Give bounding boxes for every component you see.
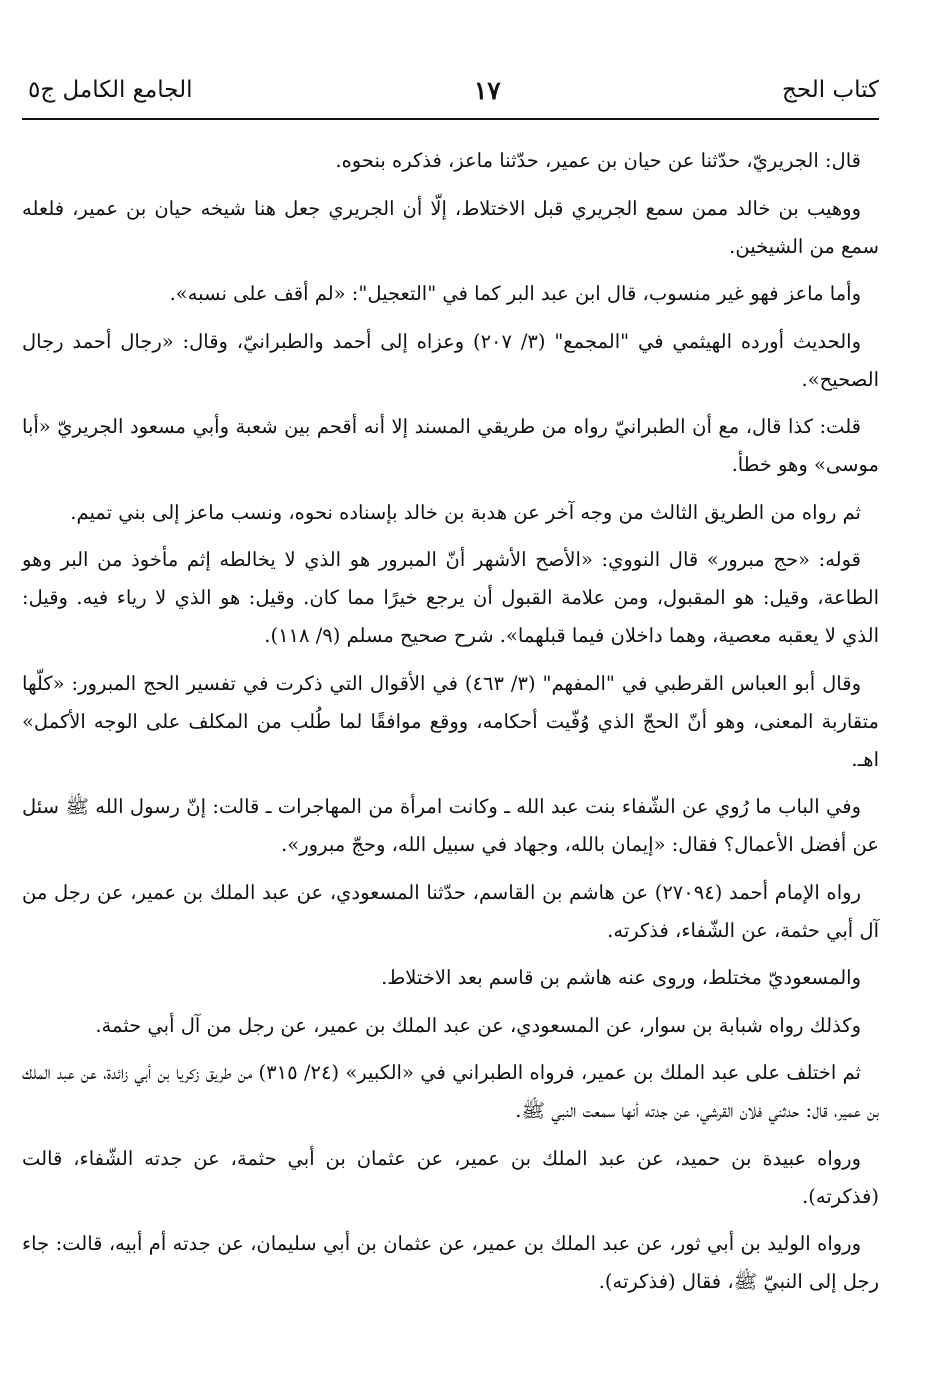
page-body (22, 142, 879, 1311)
paragraph: رواه الإمام أحمد (٢٧٠٩٤) عن هاشم بن القاسم، حدّثنا المسعودي، عن عبد الملك بن عمير، عن رجل من آل أبي حثمة، عن الشّفاء، فذكرته. (22, 880, 879, 942)
paragraph: قلت: كذا قال، مع أن الطبرانيّ رواه من طريقي المسند إلا أنه أقحم بين شعبة وأبي مسعود الجريريّ «أبا موسى» وهو خطأ. (22, 415, 879, 476)
paragraph: والمسعوديّ مختلط، وروى عنه هاشم بن قاسم بعد الاختلاط. (381, 966, 861, 989)
book-title: الجامع الكامل ج٥ (28, 77, 193, 103)
paragraph: وفي الباب ما رُوي عن الشّفاء بنت عبد الله ـ وكانت امرأة من المهاجرات ـ قالت: إنّ رسول الله ﷺ سئل عن أفضل الأعمال؟ فقال: «إيمان بالله، وجهاد في سبيل الله، وحجّ مبرور». (22, 795, 879, 856)
header-divider (22, 118, 879, 120)
paragraph: ثم رواه من الطريق الثالث من وجه آخر عن هدبة بن خالد بإسناده نحوه، ونسب ماعز إلى بني تميم. (70, 500, 861, 524)
paragraph: ورواه عبيدة بن حميد، عن عبد الملك بن عمير، عن عثمان بن أبي حثمة، عن جدته الشّفاء، قالت (فذكرته). (22, 1146, 879, 1208)
paragraph: ووهيب بن خالد ممن سمع الجريري قبل الاختلاط، إلّا أن الجريري جعل هنا شيخه حيان بن عمير، فلعله سمع من الشيخين. (22, 196, 879, 258)
chapter-title: كتاب الحج (782, 77, 879, 103)
paragraph: قوله: «حج مبرور» قال النووي: «الأصح الأشهر أنّ المبرور هو الذي لا يخالطه إثم مأخوذ من البر وهو الطاعة، وقيل: هو المقبول، ومن علامة القبول أن يرجع خيرًا مما كان. وقيل: هو الذي لا رياء فيه. وقيل: الذي لا يعقبه معصية، وهما داخلان فيما قبلهما». شرح صحيح مسلم (٩/ ١١٨). (22, 548, 879, 647)
paragraph: وأما ماعز فهو غير منسوب، قال ابن عبد البر كما في "التعجيل": «لم أقف على نسبه». (169, 282, 861, 305)
paragraph: وكذلك رواه شبابة بن سوار، عن المسعودي، عن عبد الملك بن عمير، عن رجل من آل أبي حثمة. (95, 1013, 861, 1037)
paragraph: قال: الجريريّ، حدّثنا عن حيان بن عمير، حدّثنا ماعز، فذكره بنحوه. (335, 149, 861, 172)
page-header (28, 72, 879, 108)
page-number: ١٧ (473, 75, 501, 105)
paragraph: وقال أبو العباس القرطبي في "المفهم" (٣/ ٤٦٣) في الأقوال التي ذكرت في تفسير الحج المبرور: «كلّها متقاربة المعنى، وهو أنّ الحجّ الذي وُفّيت أحكامه، ووقع موافقًا لما طُلب من المكلف على الوجه الأكمل» اهـ. (22, 671, 879, 771)
paragraph: ثم اختلف على عبد الملك بن عمير، فرواه الطبراني في «الكبير» (٢٤/ ٣١٥) من طريق زكريا بن أبي زائدة، عن عبد الملك بن عمير، قال: حدثني فلان القرشي، عن جدته أنها سمعت النبي ﷺ. (22, 1061, 879, 1122)
paragraph: والحديث أورده الهيثمي في "المجمع" (٣/ ٢٠٧) وعزاه إلى أحمد والطبرانيّ، وقال: «رجال أحمد رجال الصحيح». (22, 329, 879, 391)
paragraph: ورواه الوليد بن أبي ثور، عن عبد الملك بن عمير، عن عثمان بن أبي سليمان، عن جدته أم أبيه، قالت: جاء رجل إلى النبيّ ﷺ، فقال (فذكرته). (22, 1232, 879, 1293)
